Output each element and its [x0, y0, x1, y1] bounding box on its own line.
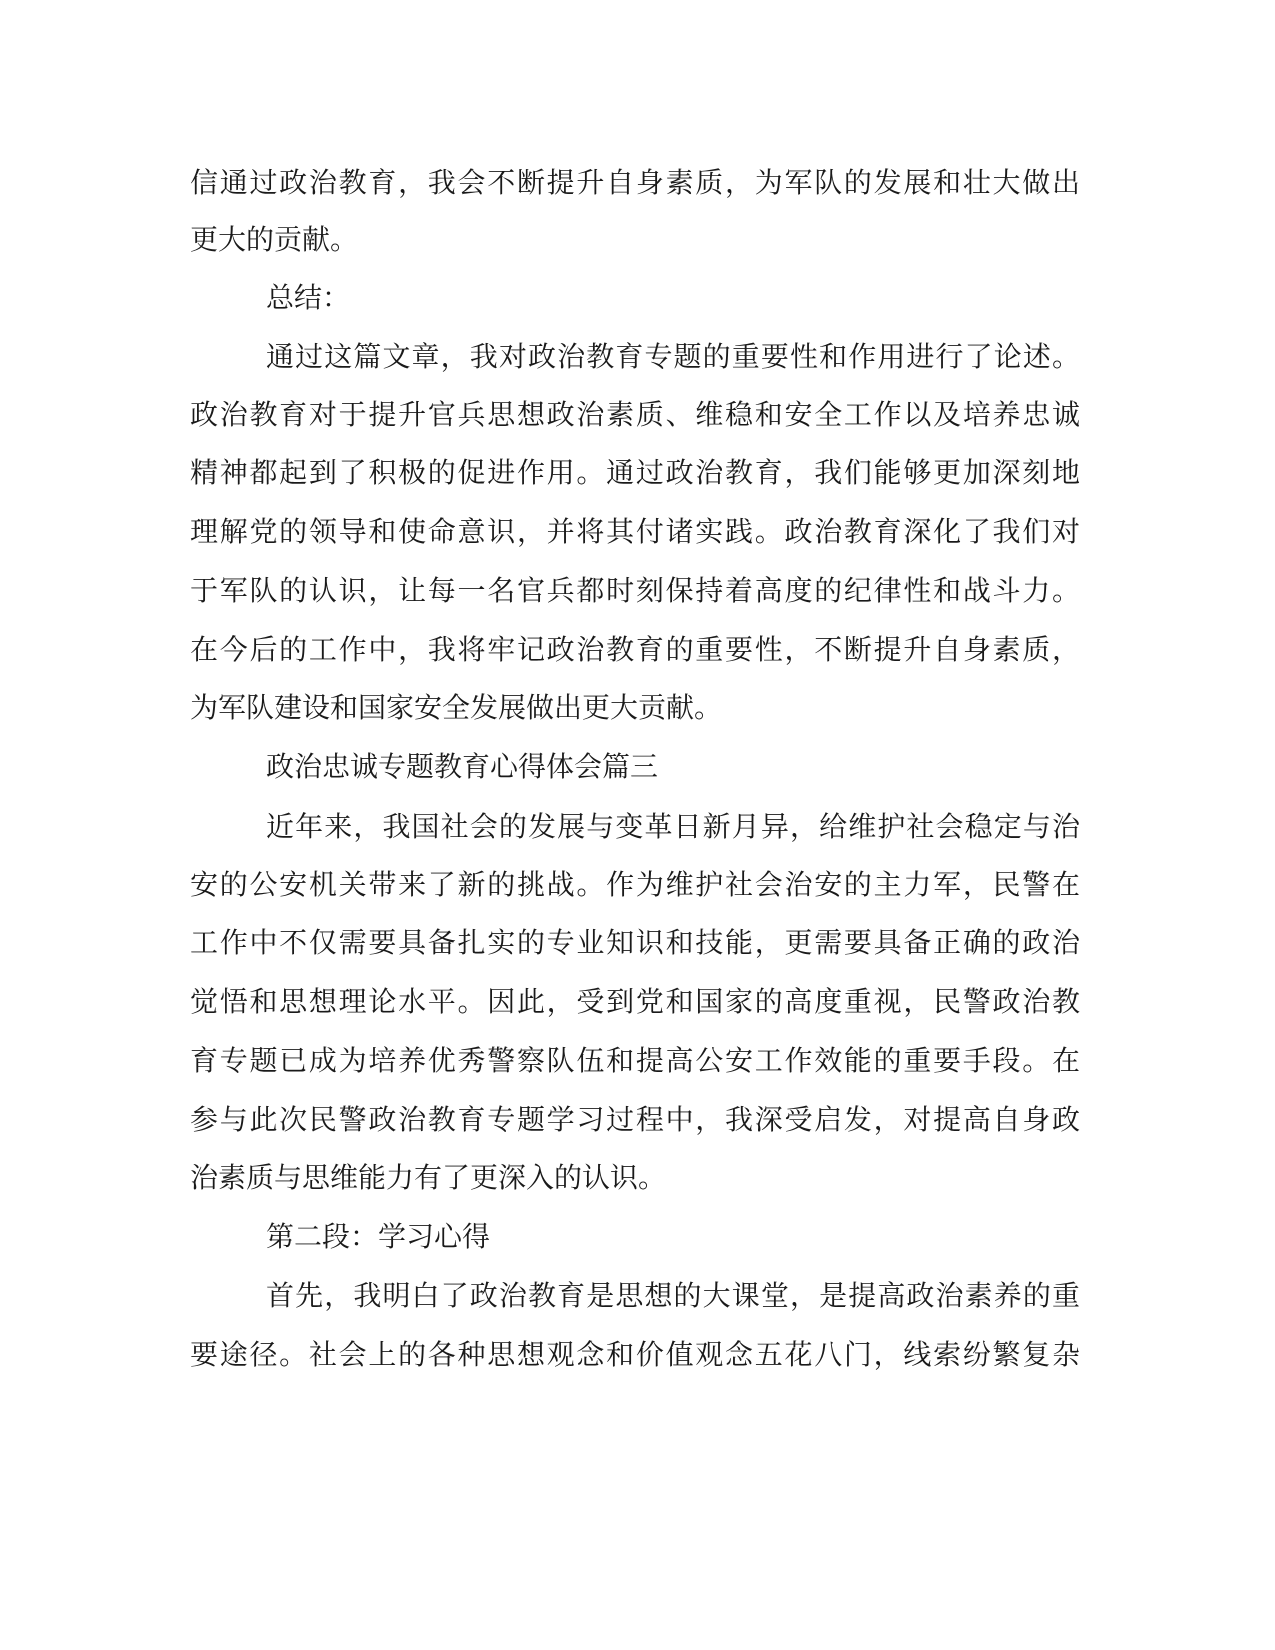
text-line: 治素质与思维能力有了更深入的认识。: [190, 1161, 667, 1194]
text-line: 育专题已成为培养优秀警察队伍和提高公安工作效能的重要手段。在: [190, 1044, 1080, 1077]
text-line: 在今后的工作中，我将牢记政治教育的重要性，不断提升自身素质，: [190, 633, 1080, 666]
section-heading: 第二段：学习心得: [266, 1220, 491, 1253]
section-heading: 政治忠诚专题教育心得体会篇三: [266, 750, 659, 783]
text-line: 觉悟和思想理论水平。因此，受到党和国家的高度重视，民警政治教: [190, 985, 1080, 1018]
text-line: 政治教育对于提升官兵思想政治素质、维稳和安全工作以及培养忠诚: [190, 398, 1080, 431]
text-line: 首先，我明白了政治教育是思想的大课堂，是提高政治素养的重: [266, 1279, 1080, 1312]
section-heading: 总结：: [266, 281, 351, 314]
text-line: 参与此次民警政治教育专题学习过程中，我深受启发，对提高自身政: [190, 1103, 1080, 1136]
text-line: 精神都起到了积极的促进作用。通过政治教育，我们能够更加深刻地: [190, 456, 1080, 489]
text-line: 工作中不仅需要具备扎实的专业知识和技能，更需要具备正确的政治: [190, 926, 1080, 959]
text-line: 安的公安机关带来了新的挑战。作为维护社会治安的主力军，民警在: [190, 868, 1080, 901]
text-line: 要途径。社会上的各种思想观念和价值观念五花八门，线索纷繁复杂: [190, 1338, 1080, 1371]
text-line: 更大的贡献。: [190, 223, 359, 256]
text-line: 于军队的认识，让每一名官兵都时刻保持着高度的纪律性和战斗力。: [190, 574, 1080, 607]
text-line: 信通过政治教育，我会不断提升自身素质，为军队的发展和壮大做出: [190, 166, 1080, 199]
text-line: 理解党的领导和使命意识，并将其付诸实践。政治教育深化了我们对: [190, 515, 1080, 548]
text-line: 为军队建设和国家安全发展做出更大贡献。: [190, 691, 723, 724]
text-line: 近年来，我国社会的发展与变革日新月异，给维护社会稳定与治: [266, 810, 1080, 843]
text-line: 通过这篇文章，我对政治教育专题的重要性和作用进行了论述。: [266, 340, 1080, 373]
